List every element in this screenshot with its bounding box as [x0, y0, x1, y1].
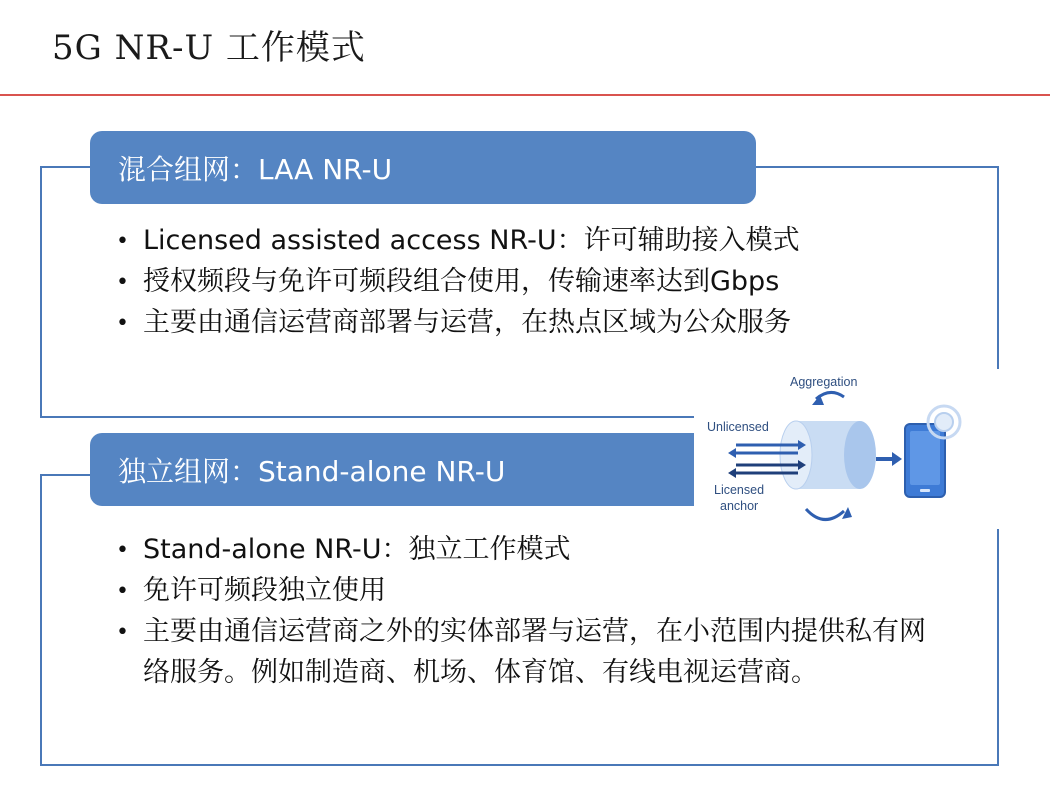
aggregation-diagram: [694, 369, 1000, 529]
arrowhead-icon: [728, 448, 736, 458]
bullet-icon: •: [116, 229, 129, 254]
arrowhead-icon: [728, 468, 736, 478]
aggregation-arc-bottom: [806, 509, 844, 520]
list-item: • 主要由通信运营商部署与运营，在热点区域为公众服务: [112, 302, 932, 343]
bullet-icon: •: [116, 620, 129, 645]
aggregation-label: Aggregation: [790, 375, 858, 389]
list-item: • 授权频段与免许可频段组合使用，传输速率达到Gbps: [112, 261, 932, 302]
bullet-list-standalone: [112, 529, 932, 693]
licensed-label-line2: anchor: [720, 499, 759, 513]
title-divider: [0, 94, 1050, 96]
bullet-icon: •: [116, 311, 129, 336]
section-header-laa: 混合组网：LAA NR-U: [90, 131, 756, 204]
phone-button: [920, 489, 930, 492]
bullet-list-laa: [112, 220, 932, 343]
section-header-standalone: 独立组网：Stand-alone NR-U: [90, 433, 756, 506]
list-item: • 主要由通信运营商之外的实体部署与运营，在小范围内提供私有网络服务。例如制造商、机场、体育馆、有线电视运营商。: [112, 611, 932, 693]
list-item: • Stand-alone NR-U：独立工作模式: [112, 529, 932, 570]
phone-screen: [910, 431, 940, 485]
bullet-icon: •: [116, 579, 129, 604]
list-item: • Licensed assisted access NR-U：许可辅助接入模式: [112, 220, 932, 261]
unlicensed-label: Unlicensed: [707, 420, 769, 434]
bullet-icon: •: [116, 538, 129, 563]
bullet-icon: •: [116, 270, 129, 295]
licensed-label-line1: Licensed: [714, 483, 765, 497]
aggregation-diagram-svg: [694, 369, 1000, 529]
signal-core: [935, 413, 953, 431]
output-arrowhead-icon: [892, 452, 902, 466]
page-title: 5G NR-U 工作模式: [52, 28, 366, 68]
list-item: • 免许可频段独立使用: [112, 570, 932, 611]
cylinder-front: [780, 421, 812, 489]
cylinder-end: [844, 421, 876, 489]
